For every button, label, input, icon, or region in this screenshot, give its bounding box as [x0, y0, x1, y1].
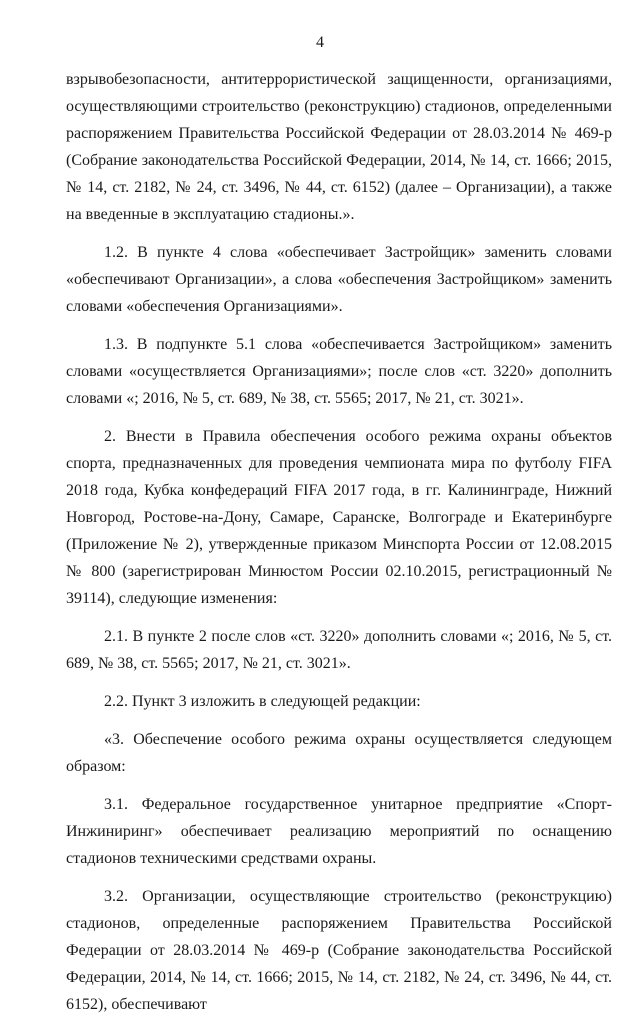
paragraph-item-2-1: 2.1. В пункте 2 после слов «ст. 3220» дополнить словами «; 2016, № 5, ст. 689, № 38, ст. 5565; 2017, № 21, ст. 3021».: [66, 628, 612, 672]
paragraph-item-3-2: 3.2. Организации, осуществляющие строительство (реконструкцию) стадионов, определенные распоряжением Правительства Российской Федерации от 28.03.2014 № 469-р (Собрание законодательства Российской Федерации, 2014, № 14, ст. 1666; 2015, № 14, ст. 2182, № 24, ст. 3496, № 44, ст. 6152), обеспечивают: [66, 888, 612, 1013]
paragraph-item-1-3: 1.3. В подпункте 5.1 слова «обеспечивается Застройщиком» заменить словами «осуществляется Организациями»; после слов «ст. 3220» дополнить словами «; 2016, № 5, ст. 689, № 38, ст. 5565; 2017, № 21, ст. 3021».: [66, 336, 612, 407]
paragraph-item-2-2: 2.2. Пункт 3 изложить в следующей редакции:: [104, 693, 421, 710]
paragraph-continuation: взрывобезопасности, антитеррористической защищенности, организациями, осуществляющими строительство (реконструкцию) стадионов, определенными распоряжением Правительства Российской Федерации от 28.03.2014 № 469-р (Собрание законодательства Российской Федерации, 2014, № 14, ст. 1666; 2015, № 14, ст. 2182, № 24, ст. 3496, № 44, ст. 6152) (далее – Организации), а также на введенные в эксплуатацию стадионы.».: [66, 71, 612, 223]
paragraph-item-2: 2. Внести в Правила обеспечения особого режима охраны объектов спорта, предназначенных для проведения чемпионата мира по футболу FIFA 2018 года, Кубка конфедераций FIFA 2017 года, в гг. Калининграде, Нижний Новгород, Ростове-на-Дону, Самаре, Саранске, Волгограде и Екатеринбурге (Приложение № 2), утвержденные приказом Минспорта России от 12.08.2015 № 800 (зарегистрирован Минюстом России 02.10.2015, регистрационный № 39114), следующие изменения:: [66, 428, 612, 607]
page-number: 4: [316, 34, 324, 51]
document-body: [66, 66, 612, 1029]
paragraph-item-3: «3. Обеспечение особого режима охраны осуществляется следующем образом:: [66, 731, 612, 775]
paragraph-item-3-1: 3.1. Федеральное государственное унитарное предприятие «Спорт-Инжиниринг» обеспечивает реализацию мероприятий по оснащению стадионов техническими средствами охраны.: [66, 796, 612, 867]
paragraph-item-1-2: 1.2. В пункте 4 слова «обеспечивает Застройщик» заменить словами «обеспечивают Организации», а слова «обеспечения Застройщиком» заменить словами «обеспечения Организациями».: [66, 244, 612, 315]
